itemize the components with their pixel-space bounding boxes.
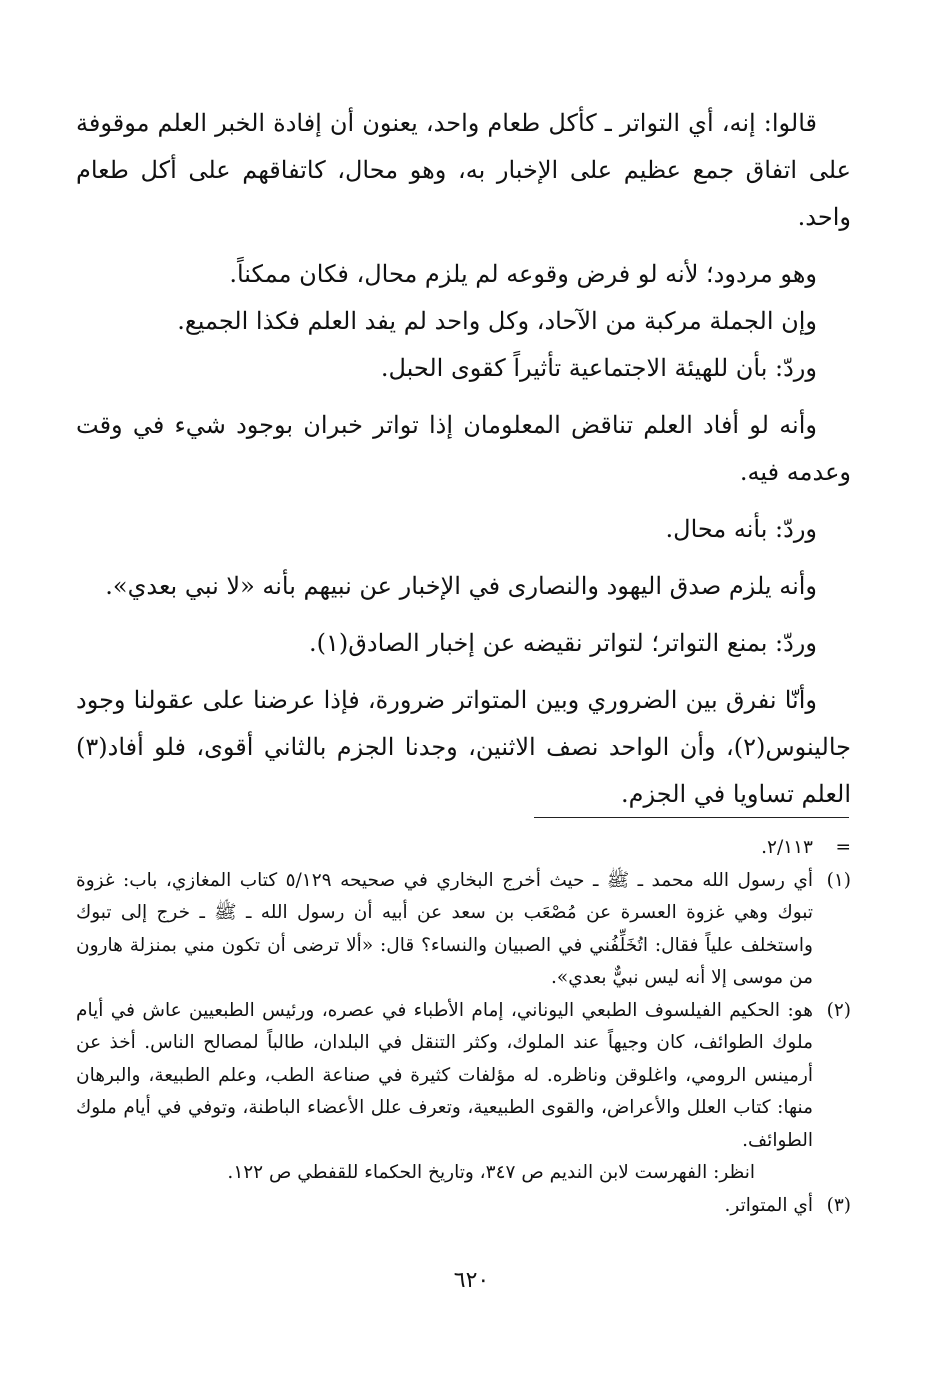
paragraph-7: وأنه يلزم صدق اليهود والنصارى في الإخبار عن نبيهم بأنه «لا نبي بعدي». [105, 572, 817, 600]
paragraph-2: وهو مردود؛ لأنه لو فرض وقوعه لم يلزم محال، فكان ممكناً. [229, 260, 817, 288]
continuation-text: ٢/١١٣. [761, 837, 813, 858]
footnote-2-number: (٢) [826, 999, 851, 1021]
footnote-2-text: هو: الحكيم الفيلسوف الطبعي اليوناني، إمام الأطباء في عصره، ورئيس الطبعيين عاش في أيام ملوك الطوائف، كان وجيهاً عند الملوك، وكثر التنقل في البلدان، طالباً لمصالح الناس. أخذ عن أرمينس الرومي، واغلوقن وناظره. له مؤلفات كثيرة في صناعة الطب، وعلم الطبيعة، والبرهان منها: كتاب العلل والأعراض، والقوى الطبيعية، وتعرف علل الأعضاء الباطنة، وتوفي في أيام ملوك الطوائف. [76, 999, 813, 1151]
footnote-3-text: أي المتواتر. [724, 1194, 813, 1216]
page-number: ٦٢٠ [453, 1268, 490, 1293]
footnotes [76, 832, 851, 1222]
footnote-1-number: (١) [826, 869, 851, 891]
footnote-2 [76, 995, 851, 1158]
paragraph-6: وردّ: بأنه محال. [665, 515, 817, 543]
continuation-mark: = [835, 837, 851, 858]
paragraph-5: وأنه لو أفاد العلم تناقض المعلومان إذا تواتر خبران بوجود شيء في وقت وعدمه فيه. [76, 411, 851, 486]
footnote-separator [534, 817, 849, 818]
paragraph-1: قالوا: إنه، أي التواتر ـ كأكل طعام واحد، يعنون أن إفادة الخبر العلم موقوفة على اتفاق جمع عظيم على الإخبار به، وهو محال، كاتفاقهم على أكل طعام واحد. [76, 109, 851, 231]
main-text [76, 100, 851, 828]
footnote-1-text: أي رسول الله محمد ـ ﷺ ـ حيث أخرج البخاري في صحيحه ٥/١٢٩ كتاب المغازي، باب: غزوة تبوك وهي غزوة العسرة عن مُصْعَب بن سعد عن أبيه أن رسول الله ـ ﷺ ـ خرج إلى تبوك واستخلف علياً فقال: اتُخَلِّفُني في الصبيان والنساء؟ قال: «ألا ترضى أن تكون مني بمنزلة هارون من موسى إلا أنه ليس نبيٌّ بعدي». [76, 869, 813, 988]
paragraph-8: وردّ: بمنع التواتر؛ لتواتر نقيضه عن إخبار الصادق(١). [309, 629, 817, 657]
footnote-3-number: (٣) [826, 1194, 851, 1216]
footnote-2-reference: انظر: الفهرست لابن النديم ص ٣٤٧، وتاريخ الحكماء للقفطي ص ١٢٢. [227, 1162, 755, 1183]
paragraph-3: وإن الجملة مركبة من الآحاد، وكل واحد لم يفد العلم فكذا الجميع. [177, 307, 817, 335]
footnote-continuation [76, 832, 851, 865]
footnote-1 [76, 865, 851, 995]
paragraph-4: وردّ: بأن للهيئة الاجتماعية تأثيراً كقوى الحبل. [380, 354, 817, 382]
paragraph-9: وأنّا نفرق بين الضروري وبين المتواتر ضرورة، فإذا عرضنا على عقولنا وجود جالينوس(٢)، وأن الواحد نصف الاثنين، وجدنا الجزم بالثاني أقوى، فلو أفاد(٣) العلم تساويا في الجزم. [76, 686, 851, 808]
footnote-3 [76, 1190, 851, 1223]
